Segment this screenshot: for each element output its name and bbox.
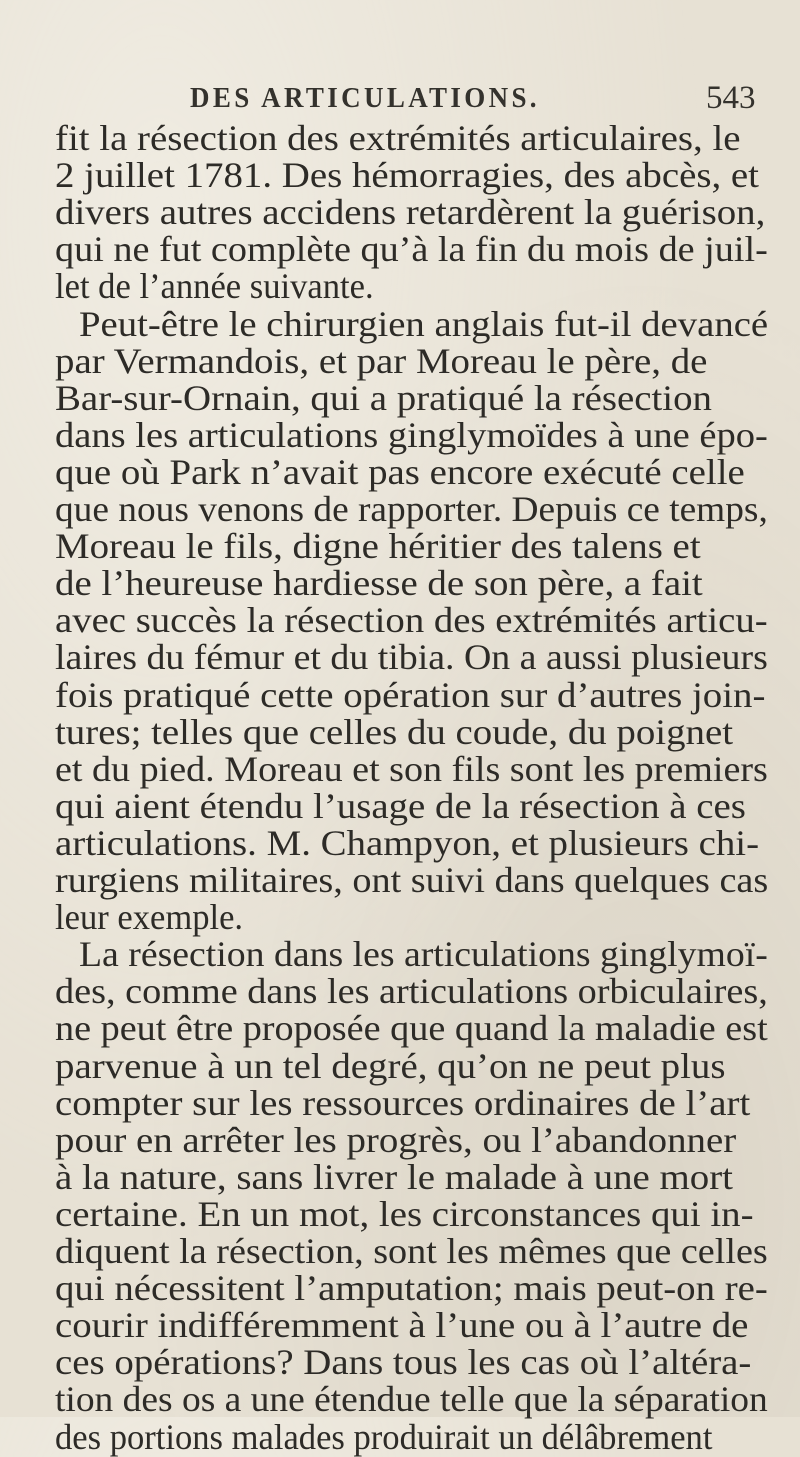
text-line: laires du fémur et du tibia. On a aussi plusieurs <box>55 637 768 678</box>
text-line: rurgiens militaires, ont suivi dans quelques cas <box>55 860 769 900</box>
running-title: DES ARTICULATIONS. <box>190 82 540 114</box>
text-line: qui aient étendu l’usage de la résection à ces <box>55 785 746 826</box>
text-line: parvenue à un tel degré, qu’on ne peut plus <box>55 1045 726 1086</box>
text-line: divers autres accidens retardèrent la guérison, <box>55 192 766 233</box>
text-line: ne peut être proposée que quand la maladie est <box>55 1008 768 1049</box>
text-line: avec succès la résection des extrémités articu- <box>55 600 768 641</box>
text-line: des portions malades produirait un délâbrement <box>55 1416 713 1457</box>
text-line: 2 juillet 1781. Des hémorragies, des abcès, et <box>55 155 759 196</box>
text-line: qui ne fut complète qu’à la fin du mois de juil- <box>55 229 768 270</box>
text-line: tures; telles que celles du coude, du poignet <box>55 711 734 752</box>
text-line: de l’heureuse hardiesse de son père, a fait <box>55 563 703 604</box>
paragraph-start-line: Peut-être le chirurgien anglais fut-il devancé <box>79 303 769 344</box>
text-line: que nous venons de rapporter. Depuis ce temps, <box>55 489 768 529</box>
text-line: Moreau le fils, digne héritier des talens et <box>55 526 701 567</box>
text-line: et du pied. Moreau et son fils sont les premiers <box>55 748 768 789</box>
text-line: ces opérations? Dans tous les cas où l’altéra- <box>55 1342 752 1383</box>
text-line: tion des os a une étendue telle que la séparation <box>55 1379 768 1420</box>
text-line: qui nécessitent l’amputation; mais peut-on re- <box>55 1268 768 1309</box>
text-line: par Vermandois, et par Moreau le père, de <box>55 340 708 381</box>
text-line: compter sur les ressources ordinaires de l’art <box>55 1082 751 1123</box>
text-line: à la nature, sans livrer le malade à une mort <box>55 1156 733 1197</box>
text-line: articulations. M. Champyon, et plusieurs chi- <box>55 822 760 863</box>
text-line: dans les articulations ginglymoïdes à une épo- <box>55 414 768 455</box>
text-line: diquent la résection, sont les mêmes que celles <box>55 1231 768 1271</box>
text-line: certaine. En un mot, les circonstances qui in- <box>55 1193 754 1234</box>
text-line: des, comme dans les articulations orbiculaires, <box>55 971 768 1012</box>
text-line: que où Park n’avait pas encore exécuté celle <box>55 451 745 492</box>
text-line: fois pratiqué cette opération sur d’autres join- <box>55 674 766 715</box>
page-header <box>0 82 800 122</box>
text-line: fit la résection des extrémités articulaires, le <box>55 118 741 158</box>
text-line: Bar-sur-Ornain, qui a pratiqué la résection <box>55 377 712 418</box>
page-number: 543 <box>706 80 756 116</box>
text-line: courir indifféremment à l’une ou à l’autre de <box>55 1305 749 1346</box>
text-line: leur exemple. <box>55 897 244 938</box>
text-line: pour en arrêter les progrès, ou l’abandonner <box>55 1119 737 1160</box>
text-line: let de l’année suivante. <box>55 266 374 307</box>
paragraph-start-line: La résection dans les articulations ginglymoï- <box>79 934 768 975</box>
